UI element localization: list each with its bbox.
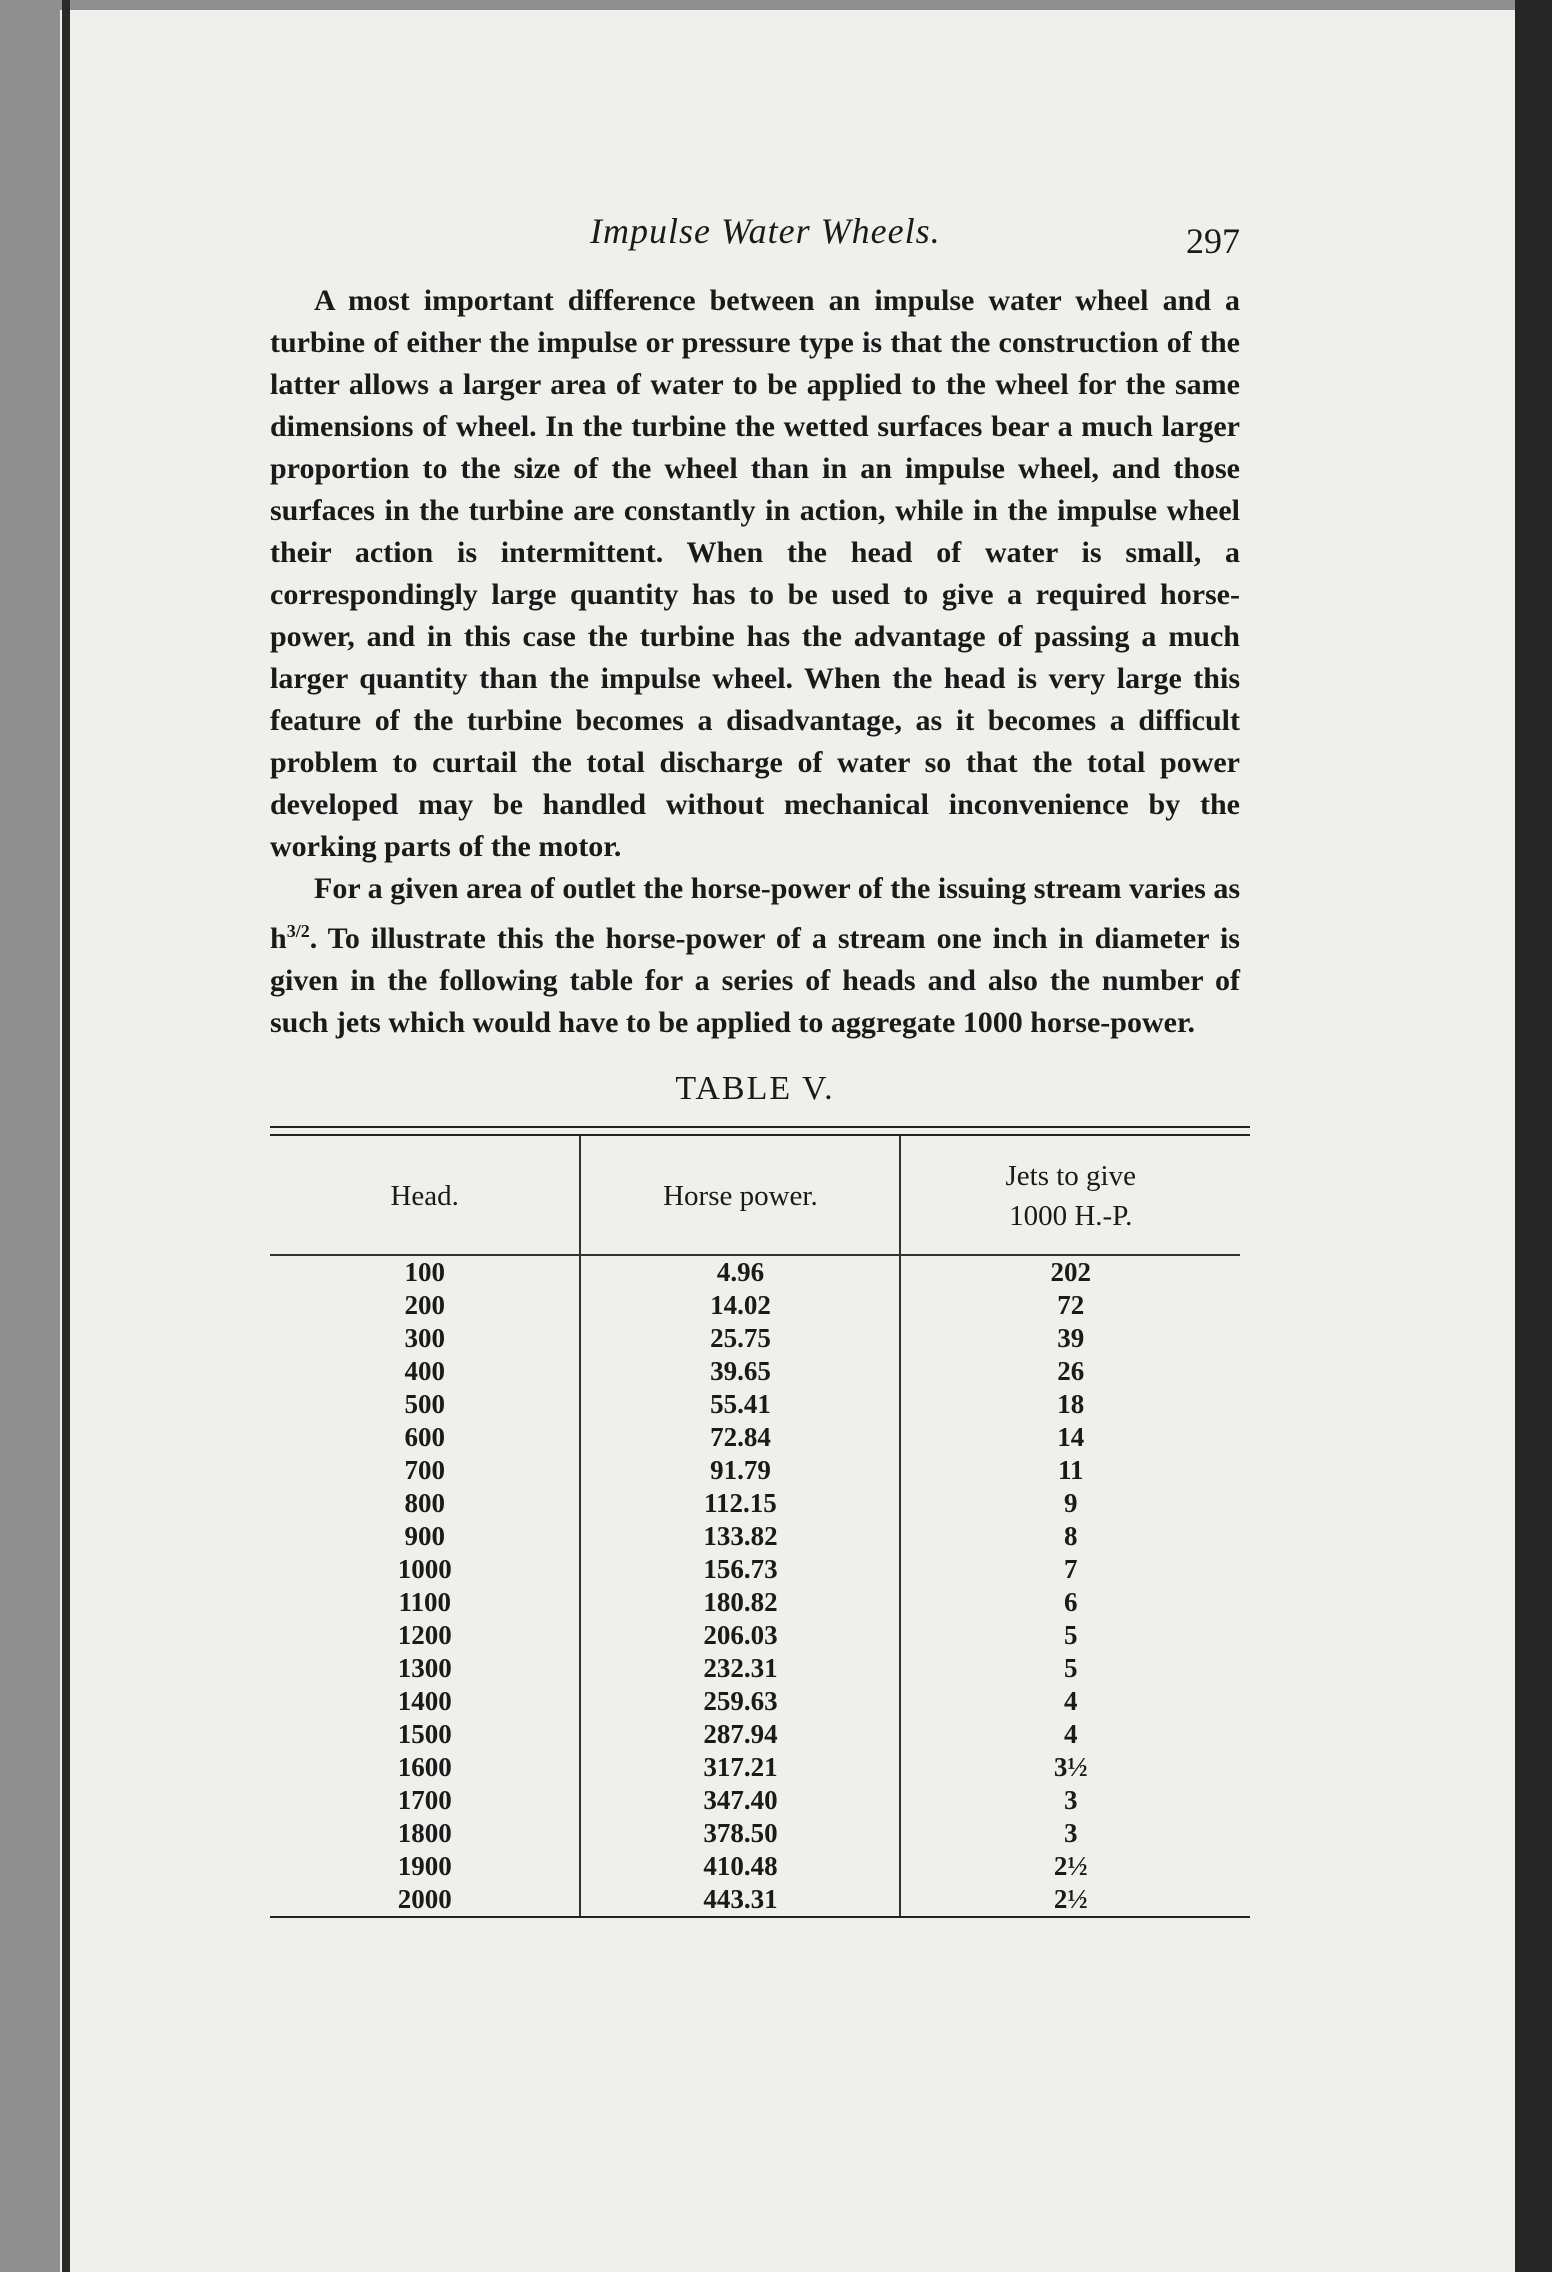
cell-horse-power: 443.31 [580, 1883, 900, 1916]
table-row [270, 1355, 1240, 1388]
cell-horse-power: 180.82 [580, 1586, 900, 1619]
paragraph-1: A most important difference between an impulse water wheel and a turbine of either the impulse or pressure type is that the construction of the latter allows a larger area of water to be applied to the wheel for the same dimensions of wheel. In the turbine the wetted surfaces bear a much larger proportion to the size of the wheel than in an impulse wheel, and those surfaces in the turbine are constantly in action, while in the impulse wheel their action is intermittent. When the head of water is small, a correspondingly large quantity has to be used to give a required horse-power, and in this case the turbine has the advantage of passing a much larger quantity than the impulse wheel. When the head is very large this feature of the turbine becomes a disadvantage, as it becomes a difficult problem to curtail the total discharge of water so that the total power developed may be handled without mechanical inconvenience by the working parts of the motor. [270, 284, 1240, 863]
table-row [270, 1454, 1240, 1487]
cell-jets: 4 [900, 1685, 1240, 1718]
table-row [270, 1586, 1240, 1619]
cell-head: 1000 [397, 1554, 452, 1584]
cell-jets: 11 [900, 1454, 1240, 1487]
cell-head: 200 [404, 1290, 445, 1320]
cell-jets: 72 [900, 1289, 1240, 1322]
table-row [270, 1553, 1240, 1586]
cell-head: 600 [404, 1422, 445, 1452]
cell-jets: 14 [900, 1421, 1240, 1454]
cell-head: 1100 [398, 1587, 451, 1617]
cell-head: 1700 [397, 1785, 452, 1815]
cell-jets: 7 [900, 1553, 1240, 1586]
header-head: Head. [270, 1136, 580, 1255]
cell-horse-power: 14.02 [580, 1289, 900, 1322]
table-row [270, 1652, 1240, 1685]
scan-dark-edge [1515, 0, 1552, 2272]
header-horse-power: Horse power. [580, 1136, 900, 1255]
cell-horse-power: 378.50 [580, 1817, 900, 1850]
table-title: TABLE V. [675, 1070, 835, 1107]
cell-head: 400 [404, 1356, 445, 1386]
cell-horse-power: 410.48 [580, 1850, 900, 1883]
table-row [270, 1487, 1240, 1520]
cell-head: 1900 [397, 1851, 452, 1881]
cell-horse-power: 112.15 [580, 1487, 900, 1520]
header-jets [900, 1136, 1240, 1255]
table-row [270, 1322, 1240, 1355]
running-title: Impulse Water Wheels. [590, 211, 941, 251]
cell-jets: 202 [900, 1255, 1240, 1289]
running-head [270, 200, 1240, 280]
cell-horse-power: 347.40 [580, 1784, 900, 1817]
table-row [270, 1784, 1240, 1817]
cell-horse-power: 206.03 [580, 1619, 900, 1652]
table-row [270, 1751, 1240, 1784]
cell-jets: 4 [900, 1718, 1240, 1751]
cell-jets: 39 [900, 1322, 1240, 1355]
cell-head: 900 [404, 1521, 445, 1551]
cell-head: 300 [404, 1323, 445, 1353]
page-number: 297 [1186, 221, 1240, 261]
table-body [270, 1255, 1240, 1916]
cell-jets: 9 [900, 1487, 1240, 1520]
cell-head: 800 [404, 1488, 445, 1518]
table-row [270, 1289, 1240, 1322]
cell-head: 1200 [397, 1620, 452, 1650]
table-row [270, 1255, 1240, 1289]
cell-head: 500 [404, 1389, 445, 1419]
cell-jets: 26 [900, 1355, 1240, 1388]
cell-head: 1600 [397, 1752, 452, 1782]
table-header-row [270, 1136, 1240, 1255]
cell-horse-power: 156.73 [580, 1553, 900, 1586]
cell-jets: 3 [900, 1784, 1240, 1817]
cell-jets: 2½ [900, 1850, 1240, 1883]
cell-horse-power: 133.82 [580, 1520, 900, 1553]
cell-horse-power: 55.41 [580, 1388, 900, 1421]
cell-horse-power: 287.94 [580, 1718, 900, 1751]
table-row [270, 1388, 1240, 1421]
table-row [270, 1883, 1240, 1916]
paragraph-2-after: . To illustrate this the horse-power of a stream one inch in diameter is given in the following table for a series of heads and also the number of such jets which would have to be applied to aggregate 1000 horse-power. [270, 922, 1240, 1039]
cell-jets: 8 [900, 1520, 1240, 1553]
header-jets-line1: Jets to give [1005, 1160, 1136, 1192]
table-row [270, 1685, 1240, 1718]
table-row [270, 1718, 1240, 1751]
exponent: 3/2 [286, 921, 310, 941]
cell-head: 100 [404, 1257, 445, 1287]
page-content [270, 200, 1240, 1918]
cell-horse-power: 4.96 [580, 1255, 900, 1289]
cell-horse-power: 259.63 [580, 1685, 900, 1718]
cell-horse-power: 25.75 [580, 1322, 900, 1355]
paragraph-2-before: For a given area of outlet the horse-power of the issuing stream varies as h [270, 872, 1240, 955]
cell-jets: 3 [900, 1817, 1240, 1850]
cell-head: 1300 [397, 1653, 452, 1683]
paragraph-2 [270, 868, 1240, 1044]
book-spine-edge [62, 0, 70, 2272]
table-row [270, 1421, 1240, 1454]
cell-horse-power: 72.84 [580, 1421, 900, 1454]
cell-head: 1500 [397, 1719, 452, 1749]
cell-jets: 18 [900, 1388, 1240, 1421]
header-jets-line2: 1000 H.-P. [1009, 1200, 1133, 1232]
cell-head: 1400 [397, 1686, 452, 1716]
table-row [270, 1850, 1240, 1883]
cell-jets: 6 [900, 1586, 1240, 1619]
cell-head: 700 [404, 1455, 445, 1485]
table-row [270, 1817, 1240, 1850]
table-top-rule [270, 1126, 1250, 1136]
table-row [270, 1619, 1240, 1652]
cell-horse-power: 39.65 [580, 1355, 900, 1388]
cell-jets: 2½ [900, 1883, 1240, 1916]
table-bottom-rule [270, 1916, 1250, 1918]
cell-jets: 3½ [900, 1751, 1240, 1784]
cell-jets: 5 [900, 1619, 1240, 1652]
cell-jets: 5 [900, 1652, 1240, 1685]
cell-horse-power: 232.31 [580, 1652, 900, 1685]
table-row [270, 1520, 1240, 1553]
data-table [270, 1136, 1240, 1916]
cell-head: 1800 [397, 1818, 452, 1848]
cell-horse-power: 317.21 [580, 1751, 900, 1784]
cell-head: 2000 [397, 1884, 452, 1914]
cell-horse-power: 91.79 [580, 1454, 900, 1487]
